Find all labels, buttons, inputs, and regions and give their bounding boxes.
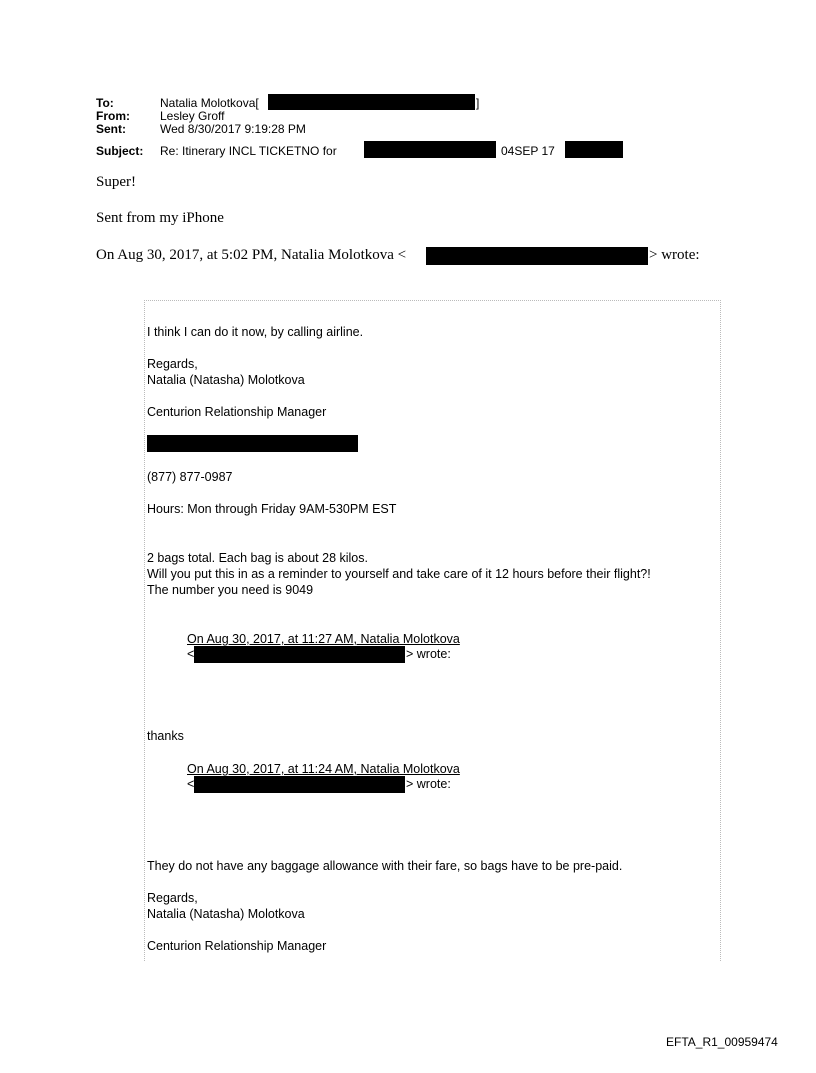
nested-attribution-1: On Aug 30, 2017, at 11:27 AM, Natalia Molotkova [187,632,460,646]
sent-value: Wed 8/30/2017 9:19:28 PM [160,122,306,136]
redaction-nested-email-1 [194,646,405,663]
nested-lt-2: < [187,777,195,791]
redaction-to-email [268,94,475,110]
redaction-subject-name [364,141,496,158]
from-value: Lesley Groff [160,109,225,123]
to-value: Natalia Molotkova[ [160,96,259,110]
reply-attribution-end: > wrote: [649,247,700,263]
reply-attribution: On Aug 30, 2017, at 5:02 PM, Natalia Molotkova < [96,247,407,263]
subject-value: Re: Itinerary INCL TICKETNO for [160,144,337,158]
redaction-attribution-email [426,247,648,265]
bates-number: EFTA_R1_00959474 [666,1035,778,1049]
quoted-regards-1: Regards, [147,357,198,371]
from-label: From: [96,109,130,123]
to-close-bracket: ] [476,96,480,110]
reply-line-super: Super! [96,174,136,190]
to-label: To: [96,96,114,110]
nested-wrote-2: > wrote: [406,777,451,791]
quoted-phone: (877) 877-0987 [147,470,233,484]
quoted-name-2: Natalia (Natasha) Molotkova [147,907,305,921]
subject-date: 04SEP 17 [501,144,555,158]
quoted-name-1: Natalia (Natasha) Molotkova [147,373,305,387]
sent-label: Sent: [96,122,126,136]
quoted-paragraph-1: I think I can do it now, by calling airline. [147,325,364,339]
quoted-baggage-allowance: They do not have any baggage allowance with their fare, so bags have to be pre-paid. [147,859,623,873]
quoted-thanks: thanks [147,729,184,743]
redaction-subject-code [565,141,623,158]
quoted-hours: Hours: Mon through Friday 9AM-530PM EST [147,502,397,516]
quoted-title-1: Centurion Relationship Manager [147,405,327,419]
reply-line-signature: Sent from my iPhone [96,210,224,226]
quoted-bags-line-1: 2 bags total. Each bag is about 28 kilos. [147,551,368,565]
subject-label: Subject: [96,144,144,158]
nested-lt-1: < [187,647,195,661]
quoted-bags-line-2: Will you put this in as a reminder to yourself and take care of it 12 hours before their flight?! [147,567,651,581]
redaction-nested-email-2 [194,776,405,793]
nested-wrote-1: > wrote: [406,647,451,661]
nested-attribution-2: On Aug 30, 2017, at 11:24 AM, Natalia Molotkova [187,762,460,776]
redaction-signature-email [147,435,358,452]
quoted-regards-2: Regards, [147,891,198,905]
quoted-title-2: Centurion Relationship Manager [147,939,327,953]
quoted-bags-line-3: The number you need is 9049 [147,583,314,597]
